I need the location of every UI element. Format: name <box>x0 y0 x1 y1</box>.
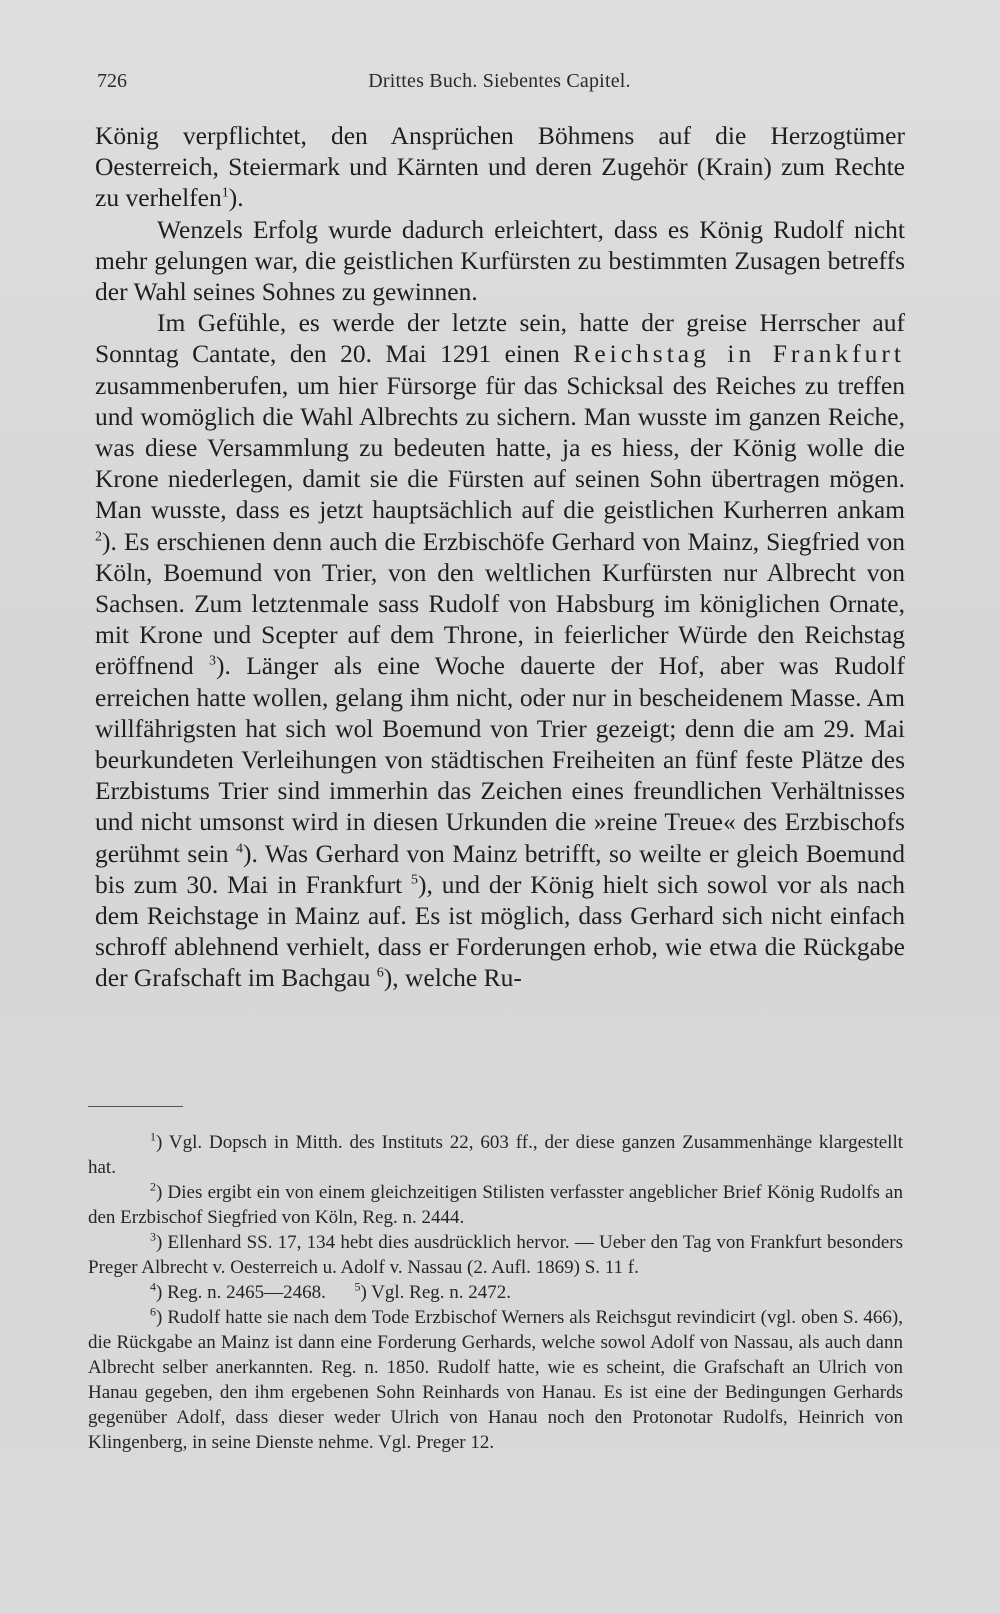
footnote-ref-6[interactable]: 6 <box>376 965 384 981</box>
emphasis-reichstag: Reichstag in Frankfurt <box>573 339 906 369</box>
footnote-1: $^1$) Vgl. Dopsch in Mitth. des Instituts 22, 603 ff., der diese ganzen Zusammenhänge klargestellt hat. <box>88 1129 904 1178</box>
footnote-ref-3[interactable]: 3 <box>209 653 216 669</box>
page-header <box>97 70 902 100</box>
footnote-divider <box>88 1106 183 1107</box>
footnote-3: $^3$) Ellenhard SS. 17, 134 hebt dies ausdrücklich hervor. — Ueber den Tag von Frankfurt besonders Preger Albrecht v. Oesterreich u. Adolf v. Nassau (2. Aufl. 1869) S. 11 f. <box>88 1229 903 1278</box>
footnote-ref-5[interactable]: 5 <box>410 872 418 888</box>
paragraph-3: Im Gefühle, es werde der letzte sein, hatte der greise Herrscher auf Sonntag Cantate, den 20. Mai 1291 einen Reichstag in Frankfurt zusammenberufen, um hier Fürsorge für das Schicksal des Reiches zu treffen und womöglich die Wahl Albrechts zu sichern. Man wusste im ganzen Reiche, was diese Versammlung zu bedeuten hatte, ja es hiess, der König wolle die Krone niederlegen, damit sie die Fürsten auf seinen Sohn übertragen mögen. Man wusste, dass es jetzt hauptsächlich auf die geistlichen Kurherren ankam $^2$). Es erschienen denn auch die Erzbischöfe Gerhard von Mainz, Siegfried von Köln, Boemund von Trier, von den weltlichen Kurfürsten nur Albrecht von Sachsen. Zum letztenmale sass Rudolf von Habsburg im königlichen Ornate, mit Krone und Scepter auf dem Throne, in feierlicher Würde den Reichstag eröffnend $^3$). Länger als eine Woche dauerte der Hof, aber was Rudolf erreichen hatte wollen, gelang ihm nicht, oder nur in bescheidenem Masse. Am willfährigsten hat sich wol Boemund von Trier gezeigt; denn die am 29. Mai beurkundeten Verleihungen von städtischen Freiheiten an fünf feste Plätze des Erzbistums Trier sind immerhin das Zeichen eines freundlichen Verhältnisses und nicht umsonst wird in diesen Urkunden die »reine Treue« des Erzbischofs gerühmt sein $^4$). Was Gerhard von Mainz betrifft, so weilte er gleich Boemund bis zum 30. Mai in Frankfurt $^5$), und der König hielt sich sowol vor als nach dem Reichstage in Mainz auf. Es ist möglich, dass Gerhard sich nicht einfach schroff ablehnend verhielt, dass er Forderungen erhob, wie etwa die Rückgabe der Grafschaft im Bachgau $^6$), welche Ru- <box>95 308 906 993</box>
main-text <box>95 120 905 994</box>
footnote-ref-4[interactable]: 4 <box>235 841 243 857</box>
footnote-4-5: $^4$) Reg. n. 2465—2468. $^5$) Vgl. Reg. n. 2472. <box>150 1279 512 1303</box>
footnote-ref-2[interactable]: 2 <box>95 529 102 545</box>
footnote-6: $^6$) Rudolf hatte sie nach dem Tode Erzbischof Werners als Reichsgut revindicirt (vgl. oben S. 466), die Rückgabe an Mainz ist dann eine Forderung Gerhards, welche sowol Adolf von Nassau, als auch dann Albrecht selber anerkannten. Reg. n. 1850. Rudolf hatte, wie es scheint, die Grafschaft an Ulrich von Hanau gegeben, den ihm ergebenen Sohn Reinhards von Hanau. Es ist eine der Bedingungen Gerhards gegenüber Adolf, dass dieser weder Ulrich von Hanau noch den Protonotar Rudolfs, Heinrich von Klingenberg, in seine Dienste nehme. Vgl. Preger 12. <box>88 1304 903 1453</box>
footnote-2: $^2$) Dies ergibt ein von einem gleichzeitigen Stilisten verfasster angeblicher Brief König Rudolfs an den Erzbischof Siegfried von Köln, Reg. n. 2444. <box>88 1179 903 1228</box>
paragraph-1: König verpflichtet, den Ansprüchen Böhmens auf die Herzogtümer Oesterreich, Steiermark und Kärnten und deren Zugehör (Krain) zum Rechte zu verhelfen$^1$). <box>95 121 905 213</box>
running-title: Drittes Buch. Siebentes Capitel. <box>368 70 631 92</box>
page-number: 726 <box>97 70 127 92</box>
footnotes <box>88 1130 903 1455</box>
footnote-ref-1[interactable]: 1 <box>221 185 229 201</box>
paragraph-2: Wenzels Erfolg wurde dadurch erleichtert, dass es König Rudolf nicht mehr gelungen war, die geistlichen Kurfürsten zu bestimmten Zusagen betreffs der Wahl seines Sohnes zu gewinnen. <box>95 214 905 307</box>
